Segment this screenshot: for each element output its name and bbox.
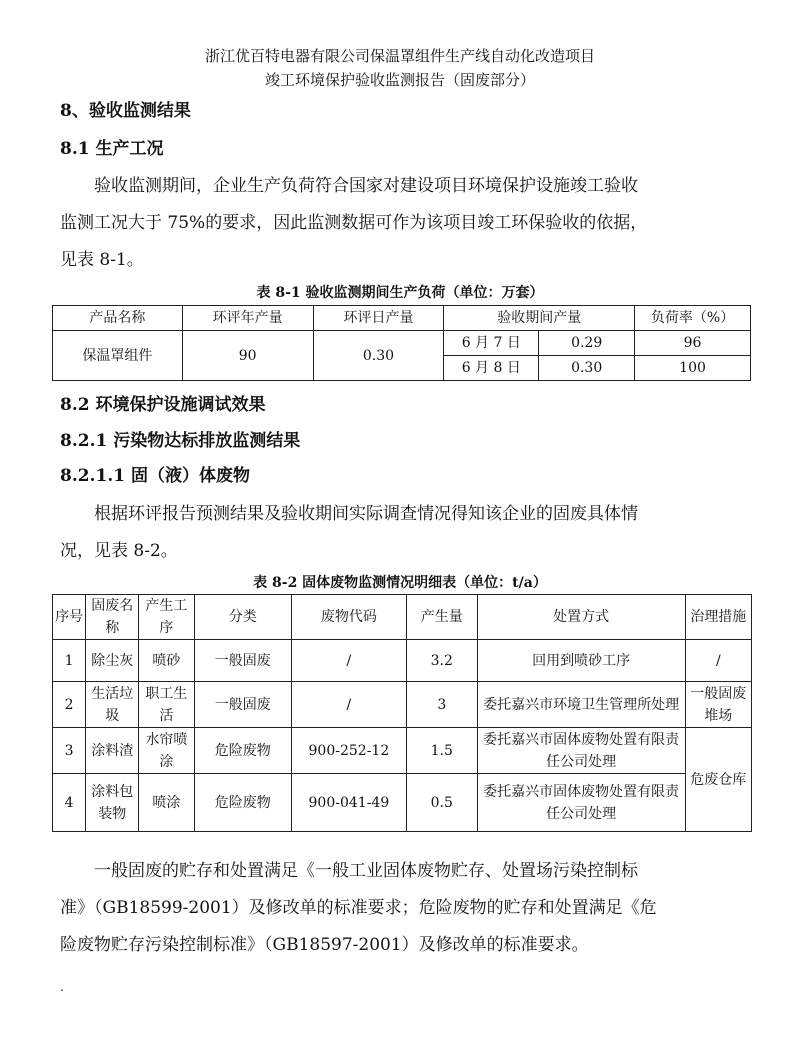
table-row [53, 331, 751, 356]
no-cell: 4 [53, 774, 86, 832]
measure-cell: 一般固废堆场 [685, 682, 751, 728]
output-cell: 0.29 [539, 331, 635, 356]
code-cell: 900-252-12 [291, 728, 406, 774]
table-8-1-caption: 表 8-1 验收监测期间生产负荷（单位：万套） [256, 285, 544, 301]
header-cell: 固废名称 [86, 595, 139, 640]
name-cell: 涂料渣 [86, 728, 139, 774]
measure-cell: / [685, 640, 751, 682]
product-name-cell: 保温罩组件 [53, 331, 183, 381]
paragraph-line: 验收监测期间，企业生产负荷符合国家对建设项目环境保护设施竣工验收 [94, 176, 638, 196]
header-line-2: 竣工环境保护验收监测报告（固废部分） [264, 71, 535, 89]
process-cell: 水帘喷涂 [139, 728, 194, 774]
header-cell: 分类 [194, 595, 291, 640]
name-cell: 涂料包装物 [86, 774, 139, 832]
rate-cell: 96 [635, 331, 751, 356]
section-8-2-1-title: 8.2.1 污染物达标排放监测结果 [60, 431, 301, 451]
amount-cell: 1.5 [406, 728, 477, 774]
header-cell: 处置方式 [477, 595, 685, 640]
process-cell: 喷涂 [139, 774, 194, 832]
amount-cell: 0.5 [406, 774, 477, 832]
paragraph-line: 根据环评报告预测结果及验收期间实际调查情况得知该企业的固废具体情 [94, 504, 638, 524]
paragraph-line: 一般固废的贮存和处置满足《一般工业固体废物贮存、处置场污染控制标 [94, 861, 638, 881]
header-cell: 产品名称 [53, 306, 183, 331]
table-8-2-caption: 表 8-2 固体废物监测情况明细表（单位：t/a） [253, 575, 547, 591]
header-line-1: 浙江优百特电器有限公司保温罩组件生产线自动化改造项目 [204, 47, 595, 65]
table-8-2 [52, 594, 752, 832]
header-cell: 产生工序 [139, 595, 194, 640]
amount-cell: 3 [406, 682, 477, 728]
footer-mark: . [60, 980, 64, 994]
code-cell: / [291, 682, 406, 728]
table-header-row [53, 595, 752, 640]
header-cell: 负荷率（%） [635, 306, 751, 331]
process-cell: 职工生活 [139, 682, 194, 728]
no-cell: 1 [53, 640, 86, 682]
code-cell: 900-041-49 [291, 774, 406, 832]
table-row [53, 728, 752, 774]
no-cell: 3 [53, 728, 86, 774]
daily-output-cell: 0.30 [313, 331, 444, 381]
process-cell: 喷砂 [139, 640, 194, 682]
date-cell: 6 月 8 日 [444, 356, 539, 381]
rate-cell: 100 [635, 356, 751, 381]
section-8-1-title: 8.1 生产工况 [60, 139, 164, 159]
category-cell: 一般固废 [194, 640, 291, 682]
disposal-cell: 回用到喷砂工序 [477, 640, 685, 682]
header-cell: 治理措施 [685, 595, 751, 640]
section-8-2-1-1-paragraph [60, 496, 740, 570]
disposal-cell: 委托嘉兴市固体废物处置有限责任公司处理 [477, 728, 685, 774]
table-header-row [53, 306, 751, 331]
header-cell: 环评年产量 [182, 306, 313, 331]
paragraph-line: 况，见表 8-2。 [60, 541, 178, 561]
name-cell: 生活垃圾 [86, 682, 139, 728]
table-row [53, 640, 752, 682]
table-row [53, 774, 752, 832]
measure-cell: 危废仓库 [685, 728, 751, 832]
disposal-cell: 委托嘉兴市固体废物处置有限责任公司处理 [477, 774, 685, 832]
paragraph-line: 监测工况大于 75%的要求，因此监测数据可作为该项目竣工环保验收的依据， [60, 213, 648, 233]
section-8-2-title: 8.2 环境保护设施调试效果 [60, 395, 266, 415]
section-8-2-1-1-title: 8.2.1.1 固（液）体废物 [60, 466, 250, 486]
header-cell: 验收期间产量 [444, 306, 635, 331]
amount-cell: 3.2 [406, 640, 477, 682]
annual-output-cell: 90 [182, 331, 313, 381]
disposal-cell: 委托嘉兴市环境卫生管理所处理 [477, 682, 685, 728]
section-8-title: 8、验收监测结果 [60, 101, 191, 121]
table-row [53, 682, 752, 728]
header-cell: 序号 [53, 595, 86, 640]
header-cell: 废物代码 [291, 595, 406, 640]
name-cell: 除尘灰 [86, 640, 139, 682]
header-cell: 产生量 [406, 595, 477, 640]
category-cell: 一般固废 [194, 682, 291, 728]
output-cell: 0.30 [539, 356, 635, 381]
report-header [0, 44, 800, 92]
no-cell: 2 [53, 682, 86, 728]
paragraph-line: 见表 8-1。 [60, 250, 144, 270]
category-cell: 危险废物 [194, 774, 291, 832]
code-cell: / [291, 640, 406, 682]
paragraph-line: 准》（GB18599-2001）及修改单的标准要求；危险废物的贮存和处置满足《危 [60, 898, 657, 918]
category-cell: 危险废物 [194, 728, 291, 774]
table-8-1 [52, 305, 751, 381]
header-cell: 环评日产量 [313, 306, 444, 331]
closing-paragraph [60, 853, 740, 964]
date-cell: 6 月 7 日 [444, 331, 539, 356]
section-8-1-paragraph [60, 168, 740, 279]
paragraph-line: 险废物贮存污染控制标准》（GB18597-2001）及修改单的标准要求。 [60, 935, 589, 955]
